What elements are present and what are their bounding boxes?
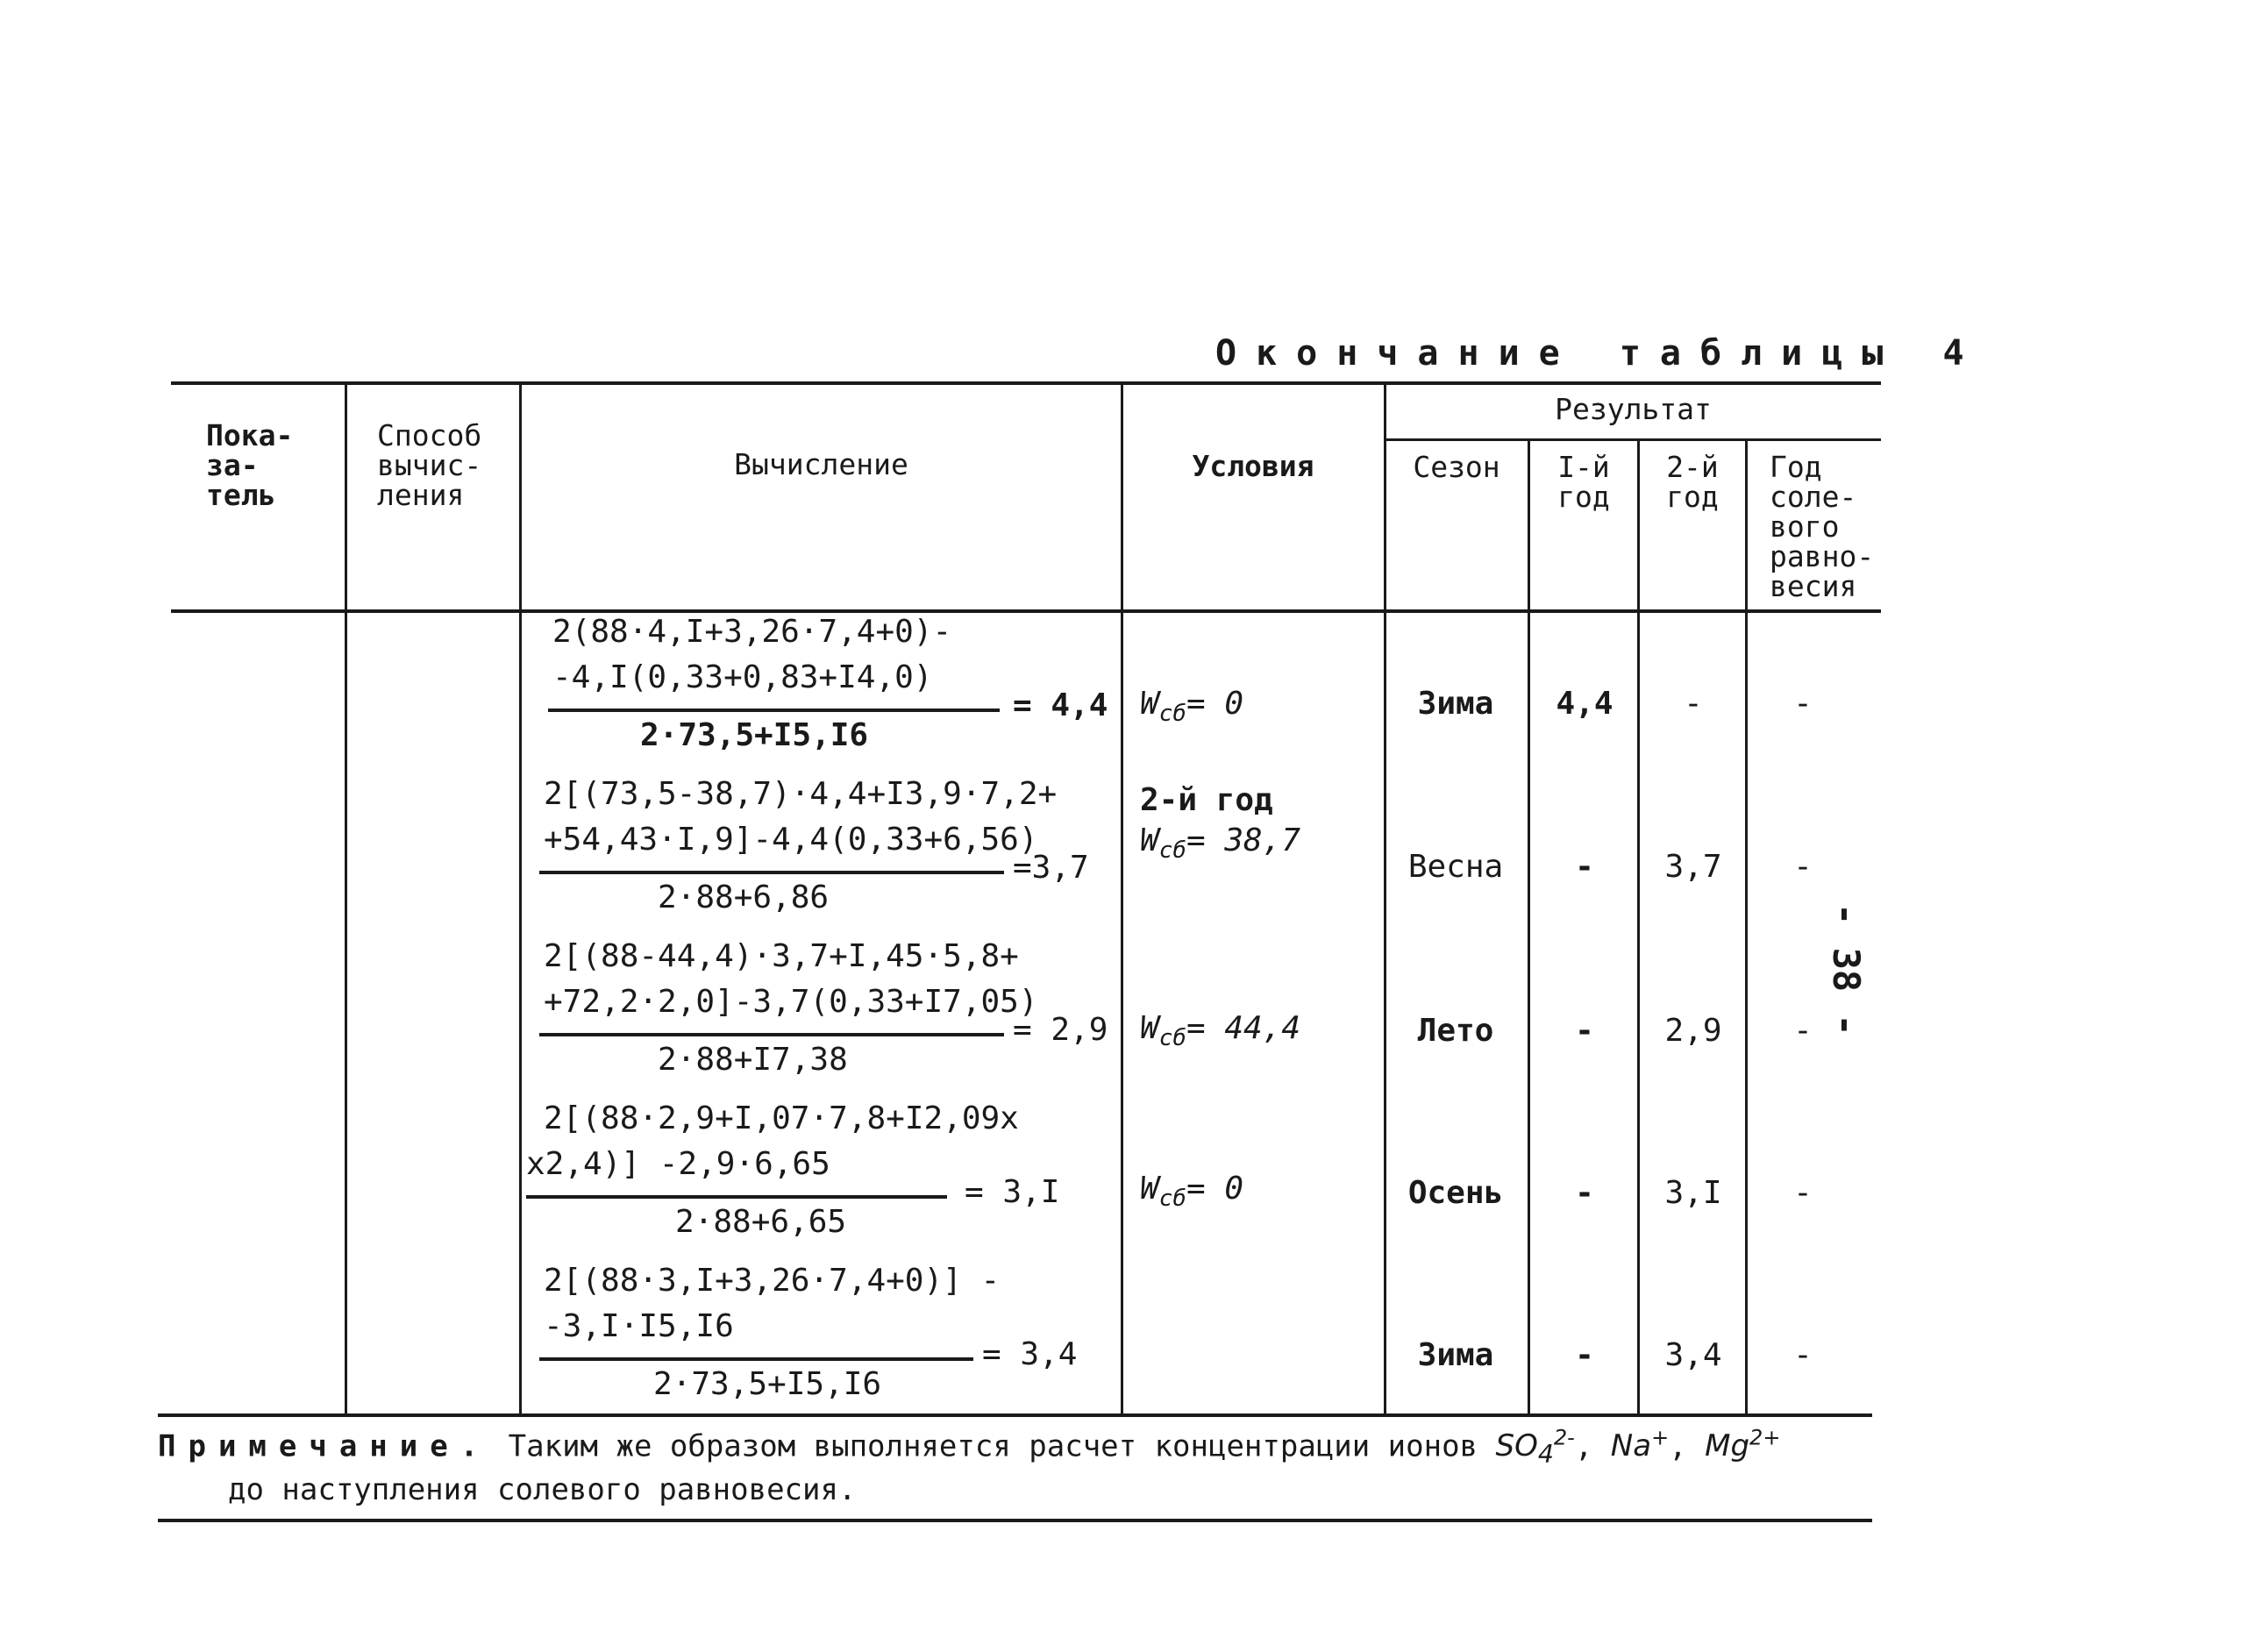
header-result: Результат xyxy=(1555,392,1712,426)
condition-w: W xyxy=(1140,686,1159,722)
formula-numerator-line-2: +54,43·I,9]-4,4(0,33+6,56) xyxy=(544,822,1038,858)
formula-result: =3,7 xyxy=(1013,850,1089,886)
fraction-bar xyxy=(539,871,1004,874)
col-divider-7 xyxy=(1745,438,1748,1416)
year1-row-3: - xyxy=(1575,1013,1594,1049)
header-method: Способ вычис- ления xyxy=(377,418,482,512)
season-row-1: Зима xyxy=(1417,686,1494,722)
year2-row-4: 3,I xyxy=(1664,1175,1722,1211)
col-divider-5 xyxy=(1528,438,1530,1416)
condition-w: W xyxy=(1140,1010,1159,1046)
formula-result: = 3,4 xyxy=(982,1336,1078,1372)
header-year2: 2-й год xyxy=(1666,450,1719,514)
calc-formula-row-1 xyxy=(526,614,1122,763)
table-top-rule xyxy=(171,381,1881,385)
note-bottom-rule xyxy=(158,1519,1872,1522)
condition-sub: сб xyxy=(1158,1025,1186,1052)
col-divider-2 xyxy=(519,381,522,1416)
ion-sulfate: $SO_4^{2-}$ xyxy=(1495,1426,1575,1470)
header-conditions: Условия xyxy=(1192,449,1314,483)
note-text-line-1: Таким же образом выполняется расчет концентрации ионов xyxy=(508,1428,1478,1464)
season-row-4: Осень xyxy=(1407,1175,1504,1211)
year2-row-2: 3,7 xyxy=(1664,849,1722,885)
condition-sub: сб xyxy=(1158,1186,1186,1213)
header-calculation: Вычисление xyxy=(734,447,908,481)
year2-row-3: 2,9 xyxy=(1664,1013,1722,1049)
formula-numerator-line-1: 2[(88·3,I+3,26·7,4+0)] - xyxy=(544,1263,1001,1299)
formula-denominator: 2·88+I7,38 xyxy=(658,1042,848,1078)
calc-formula-row-3 xyxy=(526,938,1122,1087)
note-text-line-2: до наступления солевого равновесия. xyxy=(228,1472,857,1508)
balance-row-4: - xyxy=(1793,1175,1813,1211)
table-note: Примечание. Таким же образом выполняется расчет концентрации ионов $SO_4^{2-}$, Na+, $Mg^{2+}$ до наступления солевого равновесия. xyxy=(158,1426,1781,1508)
year2-row-5: 3,4 xyxy=(1664,1337,1722,1373)
result-subheader-rule xyxy=(1386,438,1881,441)
fraction-bar xyxy=(548,709,1000,712)
formula-numerator-line-2: -3,I·I5,I6 xyxy=(544,1308,734,1344)
formula-numerator-line-2: x2,4)] -2,9·6,65 xyxy=(526,1146,830,1182)
condition-value: = 0 xyxy=(1186,686,1244,722)
header-season: Сезон xyxy=(1413,450,1500,484)
header-bottom-rule xyxy=(171,609,1881,613)
year2-row-1: - xyxy=(1684,686,1703,722)
col-divider-6 xyxy=(1637,438,1640,1416)
season-row-3: Лето xyxy=(1417,1013,1494,1049)
formula-numerator-line-1: 2[(73,5-38,7)·4,4+I3,9·7,2+ xyxy=(544,776,1058,812)
ion-magnesium: $Mg^{2+}$ xyxy=(1705,1426,1781,1464)
formula-numerator-line-2: +72,2·2,0]-3,7(0,33+I7,05) xyxy=(544,984,1038,1020)
formula-denominator: 2·73,5+I5,I6 xyxy=(653,1366,882,1402)
conditions-row-3 xyxy=(1140,1010,1386,1051)
year1-row-2: - xyxy=(1575,849,1594,885)
fraction-bar xyxy=(539,1033,1004,1036)
condition-sub: сб xyxy=(1158,701,1186,728)
condition-value: = 44,4 xyxy=(1186,1010,1301,1046)
formula-numerator-line-2: -4,I(0,33+0,83+I4,0) xyxy=(552,659,933,695)
condition-w: W xyxy=(1140,1171,1159,1207)
fraction-bar xyxy=(526,1195,947,1199)
formula-result: = 2,9 xyxy=(1013,1012,1108,1048)
formula-numerator-line-1: 2[(88·2,9+I,07·7,8+I2,09x xyxy=(544,1100,1019,1136)
condition-year-label: 2-й год xyxy=(1140,782,1273,818)
condition-value: = 38,7 xyxy=(1186,822,1301,858)
page-number: - 38 - xyxy=(1825,903,1868,1036)
table-caption: Окончание таблицы 4 xyxy=(1215,333,1984,374)
formula-result: = 3,I xyxy=(965,1174,1060,1210)
formula-numerator-line-1: 2[(88-44,4)·3,7+I,45·5,8+ xyxy=(544,938,1019,974)
balance-row-5: - xyxy=(1793,1337,1813,1373)
year1-row-5: - xyxy=(1575,1337,1594,1373)
ion-sodium: Na+ xyxy=(1610,1426,1670,1464)
condition-w: W xyxy=(1140,822,1159,858)
balance-row-1: - xyxy=(1793,686,1813,722)
season-row-5: Зима xyxy=(1417,1337,1494,1373)
calc-formula-row-5 xyxy=(526,1263,1122,1412)
conditions-row-4 xyxy=(1140,1171,1386,1212)
formula-denominator: 2·73,5+I5,I6 xyxy=(640,717,869,753)
calc-formula-row-2 xyxy=(526,776,1122,925)
year1-row-4: - xyxy=(1575,1175,1594,1211)
col-divider-1 xyxy=(345,381,347,1416)
year1-row-1: 4,4 xyxy=(1556,686,1613,722)
note-label: Примечание. xyxy=(158,1428,491,1464)
season-row-2: Весна xyxy=(1407,849,1504,885)
formula-denominator: 2·88+6,86 xyxy=(658,879,830,915)
conditions-row-1 xyxy=(1140,686,1386,727)
formula-denominator: 2·88+6,65 xyxy=(675,1204,847,1240)
header-indicator: Пока- за- тель xyxy=(206,418,294,512)
calc-formula-row-4 xyxy=(526,1100,1122,1250)
table-bottom-rule xyxy=(158,1413,1872,1417)
col-divider-4 xyxy=(1384,381,1386,1416)
condition-sub: сб xyxy=(1158,837,1186,865)
balance-row-3: - xyxy=(1793,1013,1813,1049)
formula-result: = 4,4 xyxy=(1013,687,1108,723)
conditions-row-2 xyxy=(1140,780,1386,871)
balance-row-2: - xyxy=(1793,849,1813,885)
header-year1: I-й год xyxy=(1557,450,1610,514)
header-balance-year: Год соле- вого равно- весия xyxy=(1770,450,1875,603)
fraction-bar xyxy=(539,1357,973,1361)
condition-value: = 0 xyxy=(1186,1171,1244,1207)
formula-numerator-line-1: 2(88·4,I+3,26·7,4+0)- xyxy=(552,614,952,650)
